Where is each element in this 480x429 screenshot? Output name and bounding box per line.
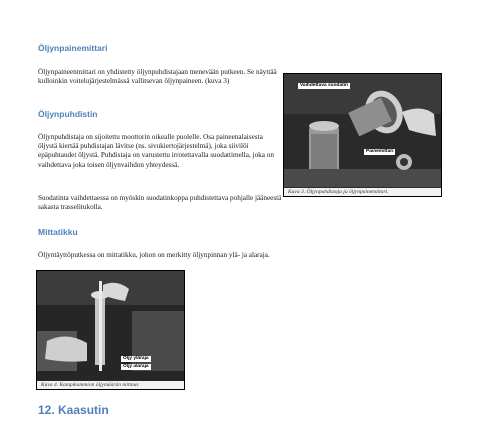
figure-4-label-upper: Öljy yläraja	[123, 356, 149, 361]
figure-oil-filter-photo	[283, 73, 442, 197]
figure-dipstick-photo	[36, 270, 185, 390]
paragraph-dipstick: Öljyntäyttöputkessa on mittatikku, johon on merkitty öljynpinnan ylä- ja alaraja.	[38, 251, 270, 259]
heading-oil-filter: Öljynpuhdistin	[38, 109, 98, 119]
heading-oil-pressure-gauge: Öljynpainemittari	[38, 43, 108, 53]
figure-4-caption: Kuva 4. Kampikammion öljymäärän mittaus	[37, 381, 184, 389]
paragraph-oil-filter-2: Suodatinta vaihdettaessa on myöskin suodatinkoppa puhdistettava pohjalle jääneestä sakasta trasselitukolla.	[38, 194, 282, 212]
figure-3-label-filter: Vaihdettava suodatin	[300, 83, 348, 88]
oil-filter-illustration	[284, 74, 441, 196]
heading-next-chapter: 12. Kaasutin	[38, 403, 109, 417]
heading-dipstick: Mittatikku	[38, 227, 78, 237]
figure-3-label-gauge: Painemittari	[366, 149, 394, 154]
figure-4-label-lower: Öljy alaraja	[123, 364, 149, 369]
paragraph-oil-pressure-gauge: Öljynpaineenmittari on yhdistetty öljynpuhdistajaan menevään putkeen. Se näyttää kulloinkin voitelujärjestelmässä vallitsevan öljynpaineen. (kuva 3)	[38, 68, 277, 86]
dipstick-illustration	[37, 271, 184, 389]
paragraph-oil-filter-1: Öljynpuhdistaja on sijoitettu moottorin oikealle puolelle. Osa paineenalaisesta öljystä kiertää puhdistajan lävitse (ns. sivukiertojärjestelmä), joka siivilöi epäpuhtaudet öljystä. Puhdistaja on varustettu irrotettavalla suodattimella, joka on vaihdettava joka toisen öljynvaihdon yhteydessä.	[38, 133, 274, 169]
figure-3-caption: Kuva 3. Öljynpuhdistaja ja öljynpainemittari.	[284, 188, 441, 196]
